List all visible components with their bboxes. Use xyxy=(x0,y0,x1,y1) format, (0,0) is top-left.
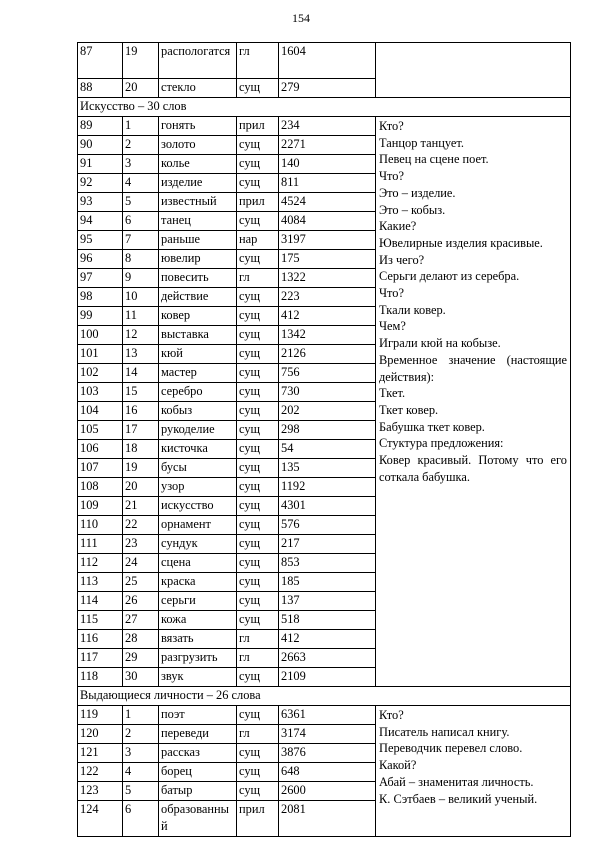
row-number-cell: 93 xyxy=(78,193,123,212)
word-cell: разгрузить xyxy=(159,649,237,668)
row-number-cell: 102 xyxy=(78,364,123,383)
note-line: Что? xyxy=(379,169,404,184)
section-index-cell: 22 xyxy=(123,516,159,535)
frequency-cell: 811 xyxy=(279,174,376,193)
section-index-cell: 16 xyxy=(123,402,159,421)
frequency-cell: 730 xyxy=(279,383,376,402)
frequency-cell: 1322 xyxy=(279,269,376,288)
part-of-speech-cell: прил xyxy=(237,193,279,212)
part-of-speech-cell: сущ xyxy=(237,174,279,193)
word-cell: сундук xyxy=(159,535,237,554)
part-of-speech-cell: прил xyxy=(237,801,279,837)
row-number-cell: 96 xyxy=(78,250,123,269)
note-line: Бабушка ткет ковер. xyxy=(379,419,485,434)
section-index-cell: 5 xyxy=(123,193,159,212)
part-of-speech-cell: сущ xyxy=(237,212,279,231)
note-line: Писатель написал книгу. xyxy=(379,724,510,739)
part-of-speech-cell: сущ xyxy=(237,326,279,345)
part-of-speech-cell: сущ xyxy=(237,136,279,155)
word-cell: кисточка xyxy=(159,440,237,459)
section-index-cell: 30 xyxy=(123,668,159,687)
frequency-cell: 4301 xyxy=(279,497,376,516)
word-cell: повесить xyxy=(159,269,237,288)
row-number-cell: 109 xyxy=(78,497,123,516)
word-cell: изделие xyxy=(159,174,237,193)
section-index-cell: 4 xyxy=(123,763,159,782)
frequency-cell: 518 xyxy=(279,611,376,630)
note-line: Кто? xyxy=(379,119,404,133)
row-number-cell: 111 xyxy=(78,535,123,554)
row-number-cell: 90 xyxy=(78,136,123,155)
part-of-speech-cell: сущ xyxy=(237,440,279,459)
note-line: Что? xyxy=(379,286,404,301)
word-cell: кобыз xyxy=(159,402,237,421)
row-number-cell: 114 xyxy=(78,592,123,611)
row-number-cell: 113 xyxy=(78,573,123,592)
word-cell: орнамент xyxy=(159,516,237,535)
frequency-cell: 2663 xyxy=(279,649,376,668)
frequency-cell: 1192 xyxy=(279,478,376,497)
frequency-cell: 234 xyxy=(279,117,376,136)
note-line: Это – кобыз. xyxy=(379,202,446,217)
row-number-cell: 99 xyxy=(78,307,123,326)
frequency-cell: 217 xyxy=(279,535,376,554)
row-number-cell: 123 xyxy=(78,782,123,801)
section-index-cell: 1 xyxy=(123,706,159,725)
part-of-speech-cell: сущ xyxy=(237,554,279,573)
row-number-cell: 105 xyxy=(78,421,123,440)
note-line: Ткали ковер. xyxy=(379,302,446,317)
section-index-cell: 24 xyxy=(123,554,159,573)
section-index-cell: 20 xyxy=(123,478,159,497)
section-index-cell: 10 xyxy=(123,288,159,307)
frequency-cell: 853 xyxy=(279,554,376,573)
word-cell: рукоделие xyxy=(159,421,237,440)
row-number-cell: 87 xyxy=(78,43,123,79)
note-line: К. Сэтбаев – великий ученый. xyxy=(379,791,538,806)
row-number-cell: 88 xyxy=(78,79,123,98)
word-cell: серьги xyxy=(159,592,237,611)
part-of-speech-cell: сущ xyxy=(237,782,279,801)
frequency-cell: 54 xyxy=(279,440,376,459)
part-of-speech-cell: сущ xyxy=(237,383,279,402)
table-row xyxy=(78,43,571,79)
part-of-speech-cell: сущ xyxy=(237,744,279,763)
word-cell: кожа xyxy=(159,611,237,630)
frequency-cell: 412 xyxy=(279,307,376,326)
part-of-speech-cell: гл xyxy=(237,725,279,744)
word-cell: батыр xyxy=(159,782,237,801)
part-of-speech-cell: сущ xyxy=(237,535,279,554)
row-number-cell: 97 xyxy=(78,269,123,288)
part-of-speech-cell: сущ xyxy=(237,478,279,497)
word-cell: искусство xyxy=(159,497,237,516)
part-of-speech-cell: гл xyxy=(237,649,279,668)
section-index-cell: 12 xyxy=(123,326,159,345)
row-number-cell: 120 xyxy=(78,725,123,744)
note-line: Играли кюй на кобызе. xyxy=(379,336,501,351)
row-number-cell: 108 xyxy=(78,478,123,497)
note-line: Это – изделие. xyxy=(379,185,456,200)
section-index-cell: 6 xyxy=(123,801,159,837)
note-line: Ткет ковер. xyxy=(379,402,439,417)
word-cell: действие xyxy=(159,288,237,307)
section-index-cell: 29 xyxy=(123,649,159,668)
frequency-cell: 6361 xyxy=(279,706,376,725)
part-of-speech-cell: сущ xyxy=(237,497,279,516)
word-cell: борец xyxy=(159,763,237,782)
row-number-cell: 89 xyxy=(78,117,123,136)
part-of-speech-cell: гл xyxy=(237,269,279,288)
frequency-cell: 756 xyxy=(279,364,376,383)
section-index-cell: 2 xyxy=(123,725,159,744)
section-index-cell: 7 xyxy=(123,231,159,250)
word-cell: мастер xyxy=(159,364,237,383)
word-cell: гонять xyxy=(159,117,237,136)
vocabulary-table xyxy=(77,42,571,837)
section-title: Выдающиеся личности – 26 слова xyxy=(78,687,571,706)
word-cell: серебро xyxy=(159,383,237,402)
note-line: Переводчик перевел слово. xyxy=(379,741,523,756)
frequency-cell: 1604 xyxy=(279,43,376,79)
part-of-speech-cell: нар xyxy=(237,231,279,250)
word-cell: сцена xyxy=(159,554,237,573)
row-number-cell: 94 xyxy=(78,212,123,231)
word-cell: узор xyxy=(159,478,237,497)
word-cell: золото xyxy=(159,136,237,155)
note-line: Стуктура предложения: xyxy=(379,436,504,451)
part-of-speech-cell: сущ xyxy=(237,763,279,782)
word-cell: переведи xyxy=(159,725,237,744)
section-index-cell: 27 xyxy=(123,611,159,630)
part-of-speech-cell: сущ xyxy=(237,345,279,364)
note-line: Временное значение (настоящие действия): xyxy=(379,352,567,384)
frequency-cell: 1342 xyxy=(279,326,376,345)
section-index-cell: 1 xyxy=(123,117,159,136)
frequency-cell: 3197 xyxy=(279,231,376,250)
note-line: Чем? xyxy=(379,319,406,334)
frequency-cell: 175 xyxy=(279,250,376,269)
section-index-cell: 15 xyxy=(123,383,159,402)
section-index-cell: 4 xyxy=(123,174,159,193)
part-of-speech-cell: сущ xyxy=(237,421,279,440)
word-cell: вязать xyxy=(159,630,237,649)
note-line: Ткет. xyxy=(379,386,406,401)
word-cell: краска xyxy=(159,573,237,592)
note-line: Танцор танцует. xyxy=(379,135,464,150)
frequency-cell: 298 xyxy=(279,421,376,440)
word-cell: звук xyxy=(159,668,237,687)
frequency-cell: 2126 xyxy=(279,345,376,364)
row-number-cell: 100 xyxy=(78,326,123,345)
part-of-speech-cell: сущ xyxy=(237,459,279,478)
section-index-cell: 20 xyxy=(123,79,159,98)
section-index-cell: 2 xyxy=(123,136,159,155)
section-index-cell: 3 xyxy=(123,155,159,174)
word-cell: ювелир xyxy=(159,250,237,269)
part-of-speech-cell: гл xyxy=(237,630,279,649)
row-number-cell: 112 xyxy=(78,554,123,573)
row-number-cell: 101 xyxy=(78,345,123,364)
row-number-cell: 106 xyxy=(78,440,123,459)
section-index-cell: 13 xyxy=(123,345,159,364)
table-row xyxy=(78,706,571,725)
notes-cell xyxy=(376,706,571,837)
frequency-cell: 223 xyxy=(279,288,376,307)
note-line: Ковер красивый. Потому что его соткала бабушка. xyxy=(379,453,567,484)
frequency-cell: 202 xyxy=(279,402,376,421)
section-header-row xyxy=(78,98,571,117)
part-of-speech-cell: сущ xyxy=(237,288,279,307)
row-number-cell: 115 xyxy=(78,611,123,630)
row-number-cell: 98 xyxy=(78,288,123,307)
row-number-cell: 107 xyxy=(78,459,123,478)
frequency-cell: 2109 xyxy=(279,668,376,687)
word-cell: танец xyxy=(159,212,237,231)
frequency-cell: 4084 xyxy=(279,212,376,231)
part-of-speech-cell: сущ xyxy=(237,79,279,98)
section-index-cell: 23 xyxy=(123,535,159,554)
row-number-cell: 110 xyxy=(78,516,123,535)
note-line: Кто? xyxy=(379,708,404,722)
section-index-cell: 28 xyxy=(123,630,159,649)
part-of-speech-cell: сущ xyxy=(237,611,279,630)
part-of-speech-cell: сущ xyxy=(237,592,279,611)
frequency-cell: 135 xyxy=(279,459,376,478)
word-cell: колье xyxy=(159,155,237,174)
part-of-speech-cell: прил xyxy=(237,117,279,136)
frequency-cell: 3876 xyxy=(279,744,376,763)
word-cell: известный xyxy=(159,193,237,212)
row-number-cell: 124 xyxy=(78,801,123,837)
section-index-cell: 9 xyxy=(123,269,159,288)
notes-cell xyxy=(376,43,571,98)
word-cell: поэт xyxy=(159,706,237,725)
part-of-speech-cell: сущ xyxy=(237,155,279,174)
word-cell: кюй xyxy=(159,345,237,364)
word-cell: рассказ xyxy=(159,744,237,763)
note-line: Какой? xyxy=(379,758,417,773)
row-number-cell: 95 xyxy=(78,231,123,250)
note-line: Ювелирные изделия красивые. xyxy=(379,235,543,250)
section-header-row xyxy=(78,687,571,706)
row-number-cell: 104 xyxy=(78,402,123,421)
word-cell: раньше xyxy=(159,231,237,250)
section-index-cell: 5 xyxy=(123,782,159,801)
notes-cell xyxy=(376,117,571,687)
section-index-cell: 14 xyxy=(123,364,159,383)
part-of-speech-cell: сущ xyxy=(237,402,279,421)
frequency-cell: 412 xyxy=(279,630,376,649)
row-number-cell: 119 xyxy=(78,706,123,725)
note-line: Из чего? xyxy=(379,252,425,267)
note-line: Певец на сцене поет. xyxy=(379,152,489,167)
word-cell: ковер xyxy=(159,307,237,326)
note-line: Абай – знаменитая личность. xyxy=(379,774,534,789)
frequency-cell: 185 xyxy=(279,573,376,592)
row-number-cell: 122 xyxy=(78,763,123,782)
word-cell: распологатся xyxy=(159,43,237,79)
table-row xyxy=(78,117,571,136)
frequency-cell: 576 xyxy=(279,516,376,535)
part-of-speech-cell: сущ xyxy=(237,307,279,326)
frequency-cell: 2600 xyxy=(279,782,376,801)
frequency-cell: 2271 xyxy=(279,136,376,155)
row-number-cell: 118 xyxy=(78,668,123,687)
frequency-cell: 279 xyxy=(279,79,376,98)
word-cell: выставка xyxy=(159,326,237,345)
section-index-cell: 18 xyxy=(123,440,159,459)
part-of-speech-cell: сущ xyxy=(237,250,279,269)
section-index-cell: 8 xyxy=(123,250,159,269)
frequency-cell: 3174 xyxy=(279,725,376,744)
row-number-cell: 103 xyxy=(78,383,123,402)
section-title: Искусство – 30 слов xyxy=(78,98,571,117)
section-index-cell: 25 xyxy=(123,573,159,592)
note-line: Серьги делают из серебра. xyxy=(379,269,520,284)
part-of-speech-cell: гл xyxy=(237,43,279,79)
row-number-cell: 121 xyxy=(78,744,123,763)
part-of-speech-cell: сущ xyxy=(237,364,279,383)
section-index-cell: 11 xyxy=(123,307,159,326)
word-cell: бусы xyxy=(159,459,237,478)
page-number: 154 xyxy=(292,11,310,25)
section-index-cell: 17 xyxy=(123,421,159,440)
frequency-cell: 4524 xyxy=(279,193,376,212)
section-index-cell: 3 xyxy=(123,744,159,763)
section-index-cell: 6 xyxy=(123,212,159,231)
frequency-cell: 140 xyxy=(279,155,376,174)
part-of-speech-cell: сущ xyxy=(237,668,279,687)
frequency-cell: 137 xyxy=(279,592,376,611)
section-index-cell: 26 xyxy=(123,592,159,611)
word-cell: образованный xyxy=(159,801,237,837)
row-number-cell: 91 xyxy=(78,155,123,174)
part-of-speech-cell: сущ xyxy=(237,516,279,535)
section-index-cell: 21 xyxy=(123,497,159,516)
word-cell: стекло xyxy=(159,79,237,98)
frequency-cell: 648 xyxy=(279,763,376,782)
section-index-cell: 19 xyxy=(123,459,159,478)
row-number-cell: 92 xyxy=(78,174,123,193)
row-number-cell: 117 xyxy=(78,649,123,668)
part-of-speech-cell: сущ xyxy=(237,573,279,592)
part-of-speech-cell: сущ xyxy=(237,706,279,725)
row-number-cell: 116 xyxy=(78,630,123,649)
frequency-cell: 2081 xyxy=(279,801,376,837)
note-line: Какие? xyxy=(379,219,417,234)
section-index-cell: 19 xyxy=(123,43,159,79)
